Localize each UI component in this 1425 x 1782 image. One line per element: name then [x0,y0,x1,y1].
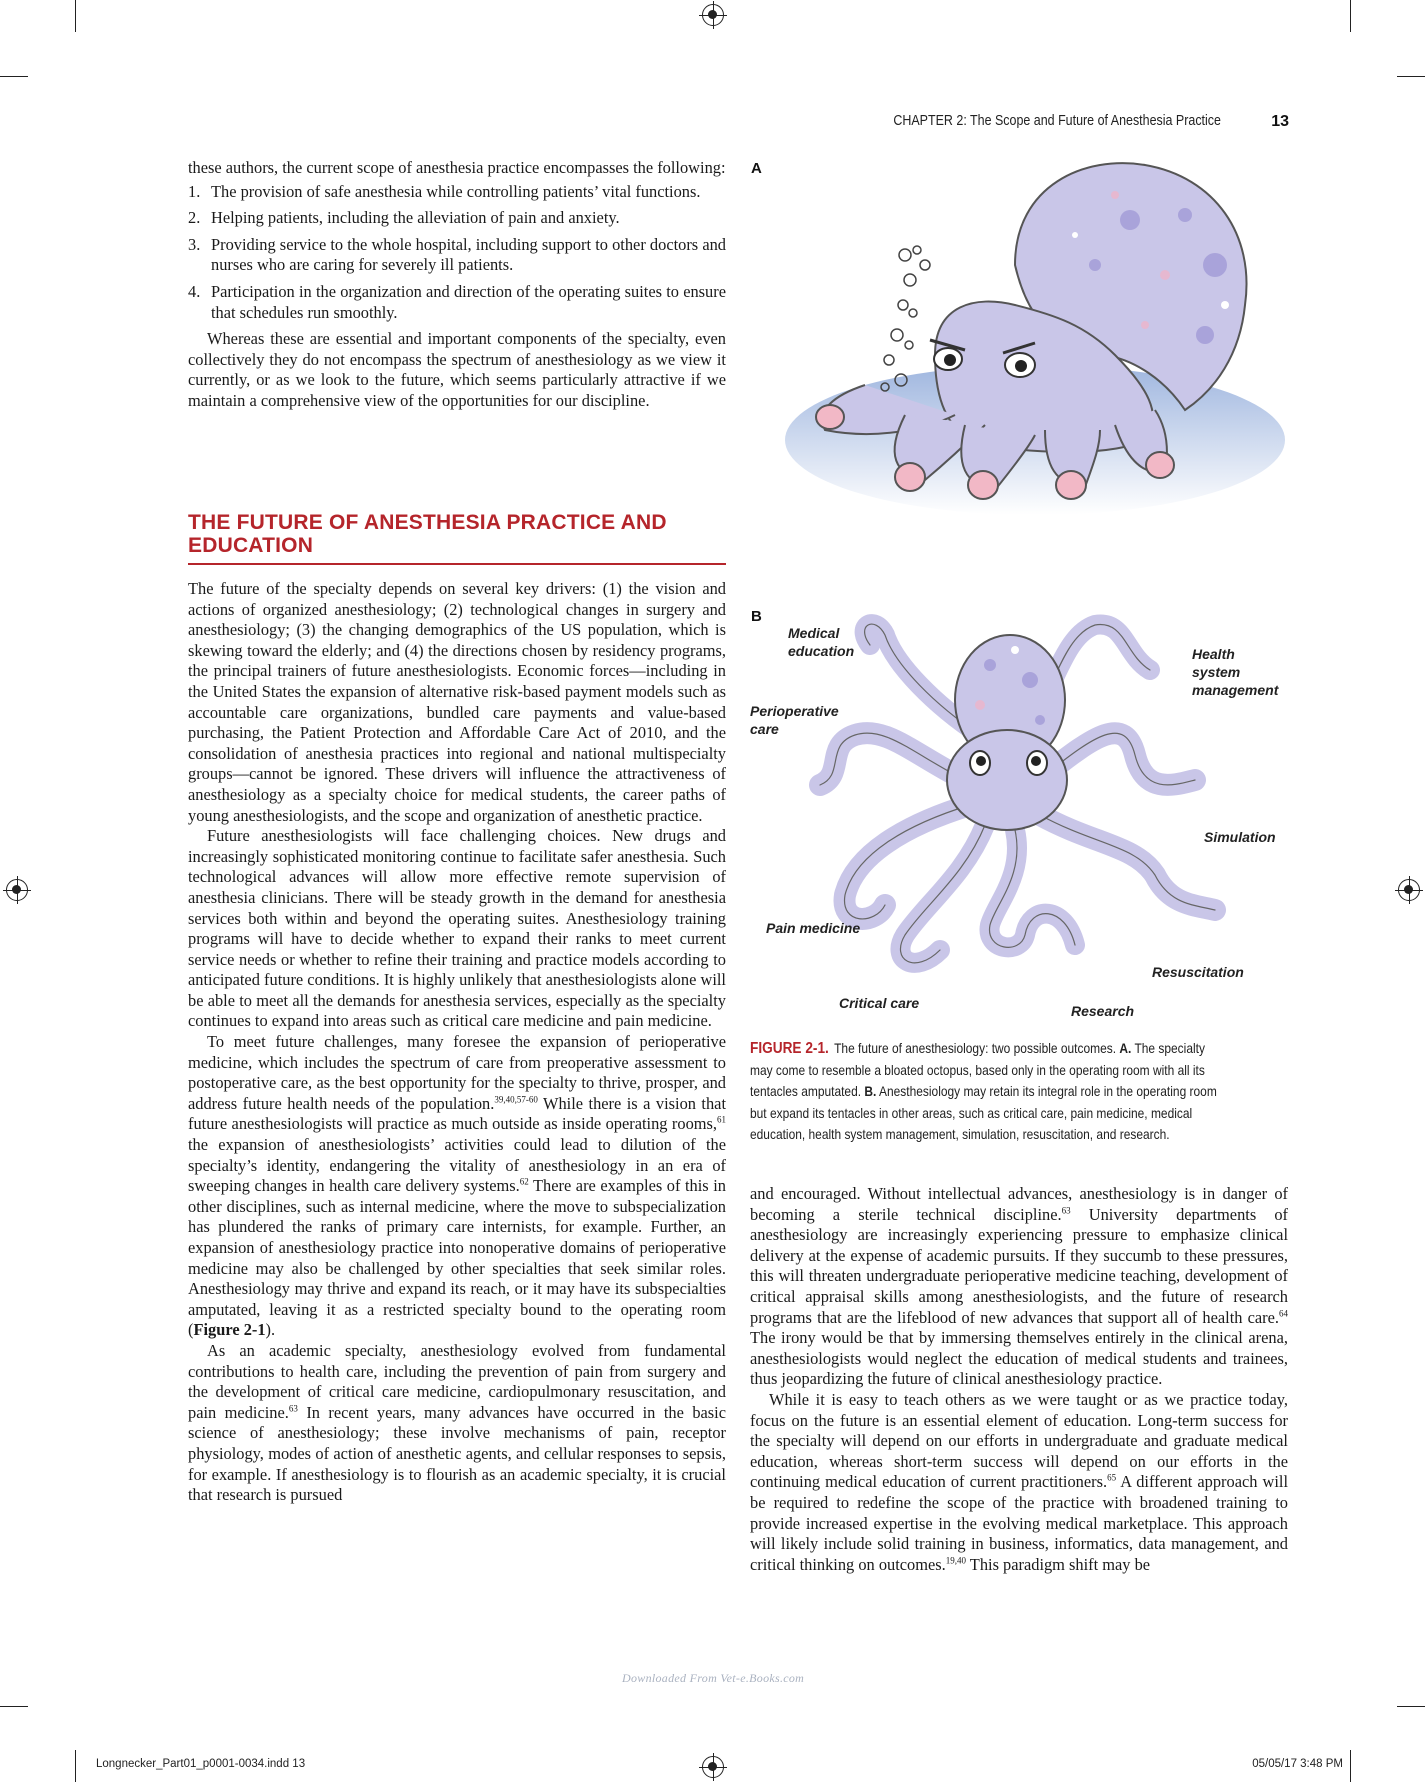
slug-timestamp: 05/05/17 3:48 PM [1252,1758,1343,1770]
severed-tentacle-end [1056,471,1086,499]
reference-superscript: 39,40,57-60 [494,1094,538,1105]
bloated-octopus-illustration [785,155,1285,525]
slug-filename: Longnecker_Part01_p0001-0034.indd 13 [96,1758,306,1770]
right-column [750,1184,1288,1575]
severed-tentacle-end [968,471,998,499]
label-simulation: Simulation [1204,829,1276,845]
label-health-system-management: Health system management [1192,646,1279,698]
paragraph-teach: While it is easy to teach others as we were taught or as we practice today, focus on the future is an essential element of education. Long-term success for the specialty will depend on our efforts in undergraduate and graduate medical education, whereas short-term success will depend on our efforts in the continuing medical education of current practitioners.$^{65}$ A different approach will be required to redefine the scope of the practice with broadened training to provide increased expertise in the evolving medical marketplace. This approach will likely include solid training in business, informatics, data management, and critical thinking on outcomes.$^{19,40}$ This paradigm shift may be [750,1389,1288,1574]
paragraph-meet-challenges: To meet future challenges, many foresee the expansion of perioperative medicine, which includes the spectrum of care from preoperative assessment to postoperative care, as the best opportunity for the specialty to thrive, prosper, and address future health needs of the population.$^{39,40,57-60}$ While there is a vision that future anesthesiologists will practice as much outside as inside operating rooms,$^{61}$ the expansion of anesthesiologists’ activities could lead to dilution of the specialty’s identity, endangering the vitality of anesthesiology in an era of sweeping changes in health care delivery systems.$^{62}$ There are examples of this in other disciplines, such as internal medicine, where the move to subspecialization has plundered the ranks of primary care internists, for example. Further, an expansion of anesthesiology practice into nonoperative domains of perioperative medicine may also be challenged by other specialties that seek similar roles. Anesthesiology may thrive and expand its reach, or it may have its subspecialties amputated, leaving it as a restricted specialty bound to the operating room (Figure 2-1). [188,1032,726,1340]
scope-list [188,182,726,324]
paragraph-future: The future of the specialty depends on several key drivers: (1) the vision and actions of organized anesthesiology; (2) technological changes in surgery and anesthesiology; (3) the changing demographics of the US population, which is skewing toward the elderly; and (4) the directions chosen by residency programs, the principal trainers of future anesthesiologists. Economic forces—including in the United States the expansion of alternative risk-based payment models such as accountable care organizations, bundled care payments and value-based purchasing, the Patient Protection and Affordable Care Act of 2010, and the consolidation of anesthesia practices into regional and national multispecialty groups—cannot be ignored. These drivers will influence the attractiveness of anesthesiology as a specialty choice for medical students, the career paths of young anesthesiologists, and the scope and organization of anesthetic practice. [188,579,726,825]
label-pain-medicine: Pain medicine [766,920,861,936]
octopus-head [947,730,1067,830]
crop-mark [1350,0,1351,32]
list-item: 4. Participation in the organization and direction of the operating suites to ensure that schedules run smoothly. [188,281,726,322]
bubbles [881,246,930,391]
registration-mark-icon [6,879,28,901]
panel-b-letter: B [751,608,762,625]
page-number: 13 [1271,113,1289,130]
figure-caption: FIGURE 2-1. The future of anesthesiology: two possible outcomes. A. The specialty may come to resemble a bloated octopus, based only in the operating room with all its tentacles amputated. B. Anesthesiology may retain its integral role in the operating room but expand its tentacles in other areas, such as critical care, pain medicine, medical education, health system management, simulation, resuscitation, and research. [750,1040,1217,1143]
intro-paragraph: these authors, the current scope of anesthesia practice encompasses the following: [188,158,726,177]
crop-mark [75,1750,76,1782]
severed-tentacle-end [895,463,925,491]
panel-a-letter: A [751,160,762,177]
label-resuscitation: Resuscitation [1152,964,1244,980]
label-medical-education: Medical education [788,625,855,659]
reference-superscript: 64 [1279,1308,1288,1319]
tentacle-critical-care [900,825,985,963]
paragraph-encouraged: and encouraged. Without intellectual advances, anesthesiology is in danger of becoming a sterile technical discipline.$^{63}$ University departments of anesthesiology are increasingly experiencing pressure to emphasize clinical delivery at the expense of academic pursuits. If they succumb to these pressures, this will threaten undergraduate perioperative medicine teaching, development of critical appraisal skills among anesthesiologists, and the future of research programs that are the lifeblood of new advances that support all of health care.$^{64}$ The irony would be that by immersing themselves entirely in the clinical arena, anesthesiologists would neglect the education of medical students and trainees, thus jeopardizing the future of clinical anesthesiology practice. [750,1184,1289,1389]
paragraph-challenging: Future anesthesiologists will face challenging choices. New drugs and increasingly sophisticated monitoring continue to facilitate safer anesthesia. Such technological advances will allow more effective remote supervision of anesthesia clinicians. There will be steady growth in the demand for anesthesia services both within and beyond the operating suites. Anesthesiology training programs will have to decide whether to expand their ranks to meet current service needs or whether to refine their training and practice models according to anticipated future conditions. It is highly unlikely that anesthesiologists alone will be able to meet all the demands for anesthesia services, especially as the specialty continues to expand into areas such as critical care medicine and pain medicine. [188,826,726,1031]
crop-mark [0,1706,28,1707]
reference-superscript: 19,40 [945,1555,966,1566]
left-column-body [188,579,726,1506]
reference-superscript: 61 [717,1114,726,1125]
severed-tentacle-end [816,405,844,429]
reference-superscript: 62 [519,1176,529,1187]
label-perioperative-care: Perioperative care [750,703,839,737]
left-column [188,158,726,412]
figure-label: FIGURE 2-1. [750,1040,829,1057]
registration-mark-icon [702,1756,724,1778]
severed-tentacle-end [1146,452,1174,478]
label-critical-care: Critical care [839,995,920,1011]
reference-superscript: 65 [1107,1472,1117,1483]
registration-mark-icon [702,4,724,26]
crop-mark [1397,1706,1425,1707]
tentacle-research [990,830,1075,947]
crop-mark [1397,76,1425,77]
crop-mark [75,0,76,32]
crop-mark [1350,1750,1351,1782]
tentacle-perioperative [820,733,965,785]
list-item: 1. The provision of safe anesthesia while controlling patients’ vital functions. [188,181,701,201]
tentacle-resuscitation [1040,815,1215,910]
paragraph-academic: As an academic specialty, anesthesiology evolved from fundamental contributions to health care, including the prevention of pain from surgery and the development of critical care medicine, cardiopulmonary resuscitation, and pain medicine.$^{63}$ In recent years, many advances have occurred in the basic science of anesthesiology; these involve mechanisms of pain, receptor physiology, modes of action of anesthetic agents, and cellular responses to sepsis, for example. If anesthesiology is to flourish as an academic specialty, it is crucial that research is pursued [188,1340,726,1505]
section-rule [188,563,726,565]
watermark: Downloaded From Vet-e.Books.com [622,1671,805,1685]
paragraph-whereas: Whereas these are essential and important components of the specialty, even collectively they do not encompass the spectrum of anesthesiology as we view it currently, or as we look to the future, which seems particularly attractive if we maintain a comprehensive view of the opportunities for our discipline. [188,329,726,410]
expanded-octopus-illustration [775,605,1245,1015]
crop-mark [0,76,28,77]
figure-reference-link[interactable]: Figure 2-1 [193,1320,266,1340]
label-research: Research [1071,1003,1135,1019]
reference-superscript: 63 [288,1403,298,1414]
list-item: 2. Helping patients, including the alleviation of pain and anxiety. [188,208,620,228]
list-item: 3. Providing service to the whole hospital, including support to other doctors and nurses who are caring for severely ill patients. [188,234,726,275]
reference-superscript: 63 [1061,1205,1071,1216]
running-header: CHAPTER 2: The Scope and Future of Anesthesia Practice [893,113,1221,129]
registration-mark-icon [1398,879,1420,901]
section-heading: THE FUTURE OF ANESTHESIA PRACTICE AND EDUCATION [188,511,667,557]
